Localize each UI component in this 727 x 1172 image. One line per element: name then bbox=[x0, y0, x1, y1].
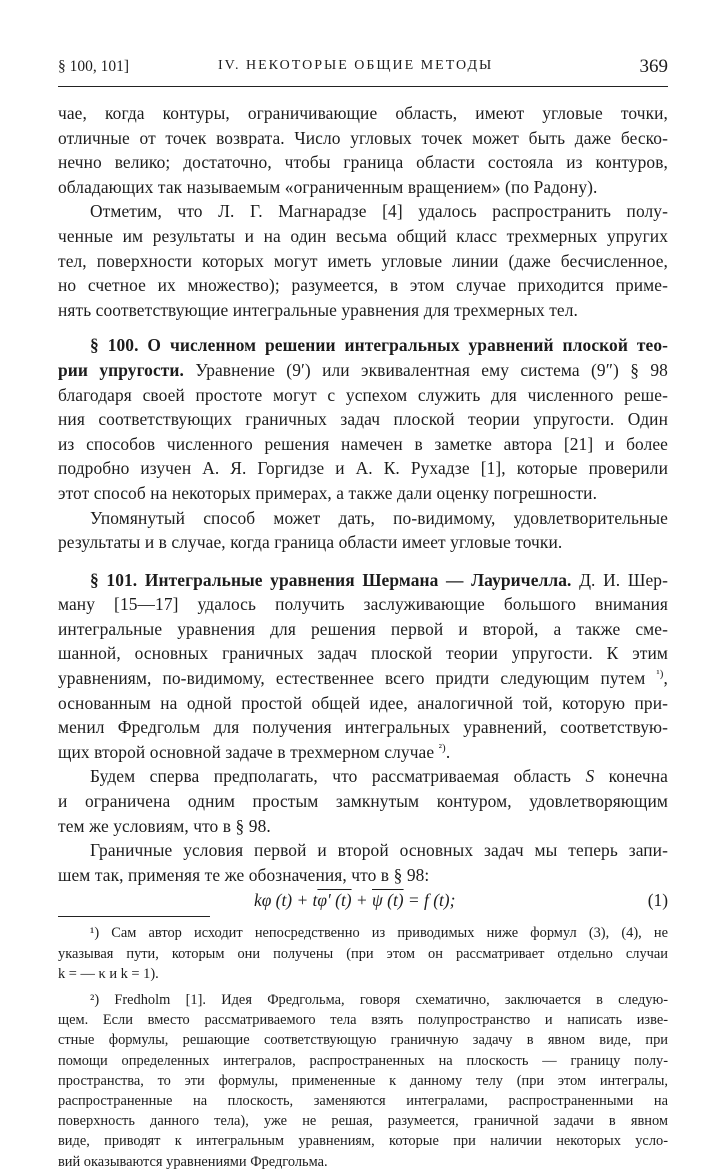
footnote-rule bbox=[58, 916, 210, 917]
text-line: нять соответствующие интегральные уравнения для трехмерных тел. bbox=[58, 299, 578, 320]
section-101-heading: § 101. Интегральные уравнения Шермана — Лауричелла. Д. И. Шер- bbox=[90, 569, 668, 590]
text-line: из способов численного решения намечен в заметке автора [21] и более bbox=[58, 433, 668, 454]
footnote-2-line: поверхность данного тела), уже не решая, разумеется, граничной задачи в явном bbox=[58, 1113, 668, 1130]
page-body bbox=[58, 101, 668, 1172]
text-line: отличные от точек возврата. Число угловых точек может быть даже беско- bbox=[58, 127, 668, 148]
domain-symbol: S bbox=[585, 766, 595, 787]
text-line: тел, поверхности которых могут иметь угловые линии (даже бесчисленное, bbox=[58, 250, 668, 271]
text-line: ния соответствующих граничных задач плоской теории упругости. Один bbox=[58, 409, 668, 430]
footnote-ref-1[interactable]: ¹) bbox=[656, 668, 664, 681]
header-section-ref: § 100, 101] bbox=[58, 58, 130, 75]
header-chapter-title: IV. НЕКОТОРЫЕ ОБЩИЕ МЕТОДЫ bbox=[218, 58, 494, 73]
text-line: интегральные уравнения для решения первой и второй, а также сме- bbox=[58, 618, 668, 639]
text-line: Отметим, что Л. Г. Магнарадзе [4] удалось распространить полу- bbox=[90, 201, 668, 222]
text-line: чае, когда контуры, ограничивающие область, имеют угловые точки, bbox=[58, 103, 668, 123]
text-line: ченные им результаты и на один весьма общий класс трехмерных упругих bbox=[58, 225, 668, 246]
footnote-2-line: стные формулы, решающие соответствующую граничную задачу в явном виде, при bbox=[58, 1032, 668, 1049]
footnote-2-line: щем. Если вместо рассматриваемого тела взять полупространство и написать изве- bbox=[58, 1012, 668, 1029]
text-line: но счетное их множество); разумеется, в этом случае приходится приме- bbox=[58, 275, 668, 296]
equation-formula: kφ (t) + tφ′ (t) + ψ (t) = f (t); bbox=[254, 890, 456, 911]
equation-number: (1) bbox=[647, 890, 668, 911]
running-header bbox=[58, 58, 668, 82]
footnote-1-line: указывая пути, которым они получены (при этом он рассматривает отдельно случаи bbox=[58, 945, 668, 962]
footnote-2-line: ²) Fredholm [1]. Идея Фредгольма, говоря схематично, заключается в следую- bbox=[90, 992, 668, 1009]
book-page bbox=[58, 56, 668, 1170]
text-line: шем так, применяя те же обозначения, что в § 98: bbox=[58, 864, 430, 885]
footnote-2-line: пространства, то эти формулы, примененные к данному телу (при этом интегралы, bbox=[58, 1072, 668, 1089]
footnote-1-line: k = — κ и k = 1). bbox=[58, 965, 159, 982]
footnote-1-line: ¹) Сам автор исходит непосредственно из приводимых ниже формул (3), (4), не bbox=[90, 925, 668, 942]
text-line: нечно велико; достаточно, чтобы граница области состояла из контуров, bbox=[58, 152, 668, 173]
section-100-heading: § 100. О численном решении интегральных уравнений плоской тео- bbox=[90, 335, 668, 356]
text-line: этот способ на некоторых примерах, а также дали оценку погрешности. bbox=[58, 482, 598, 503]
text-line: шанной, основных граничных задач плоской теории упругости. К этим bbox=[58, 643, 668, 664]
text-line: Упомянутый способ может дать, по-видимому, удовлетворительные bbox=[90, 507, 668, 528]
header-rule bbox=[58, 86, 668, 87]
text-line: Будем сперва предполагать, что рассматриваемая область S конечна bbox=[90, 766, 668, 787]
text-line: щих второй основной задаче в трехмерном случае $^{^2)}$. bbox=[58, 741, 451, 762]
text-line: Граничные условия первой и второй основных задач мы теперь запи- bbox=[90, 840, 668, 861]
footnote-2-line: распространенные на плоскость, заменяются интегралами, распространенными на bbox=[58, 1093, 668, 1110]
text-line: уравнениям, по-видимому, естественнее всего придти следующим путем $^{^1)}$, bbox=[58, 668, 668, 689]
footnote-ref-2[interactable]: ²) bbox=[438, 742, 446, 755]
text-line: рии упругости. Уравнение (9′) или эквивалентная ему система (9″) § 98 bbox=[58, 359, 668, 380]
equation-1 bbox=[58, 887, 668, 915]
page-number: 369 bbox=[639, 56, 668, 77]
text-line: обладающих так называемым «ограниченным вращением» (по Радону). bbox=[58, 176, 598, 197]
text-line: основанным на одной простой общей идее, аналогичной той, которую при- bbox=[58, 692, 668, 713]
text-line: благодаря своей простоте могут с успехом служить для численного реше- bbox=[58, 384, 668, 405]
text-line: тем же условиям, что в § 98. bbox=[58, 815, 271, 836]
footnote-2-line: вий оказываются уравнениями Фредгольма. bbox=[58, 1153, 328, 1170]
footnote-2-line: виде, приводят к интегральным уравнениям, которые при наличии некоторых усло- bbox=[58, 1133, 668, 1150]
text-line: и ограничена одним простым замкнутым контуром, удовлетворяющим bbox=[58, 791, 668, 812]
text-line: результаты и в случае, когда граница области имеет угловые точки. bbox=[58, 532, 563, 553]
text-line: менил Фредгольм для получения интегральных уравнений, соответствую- bbox=[58, 717, 668, 738]
text-line: подробно изучен А. Я. Горгидзе и А. К. Рухадзе [1], которые проверили bbox=[58, 458, 668, 479]
text-line: ману [15—17] удалось получить заслуживающие большого внимания bbox=[58, 594, 668, 615]
section-100-heading-cont: рии упругости. bbox=[58, 359, 184, 380]
footnote-2-line: помощи определенных интегралов, распространенных на плоскость — границу полу- bbox=[58, 1052, 668, 1069]
